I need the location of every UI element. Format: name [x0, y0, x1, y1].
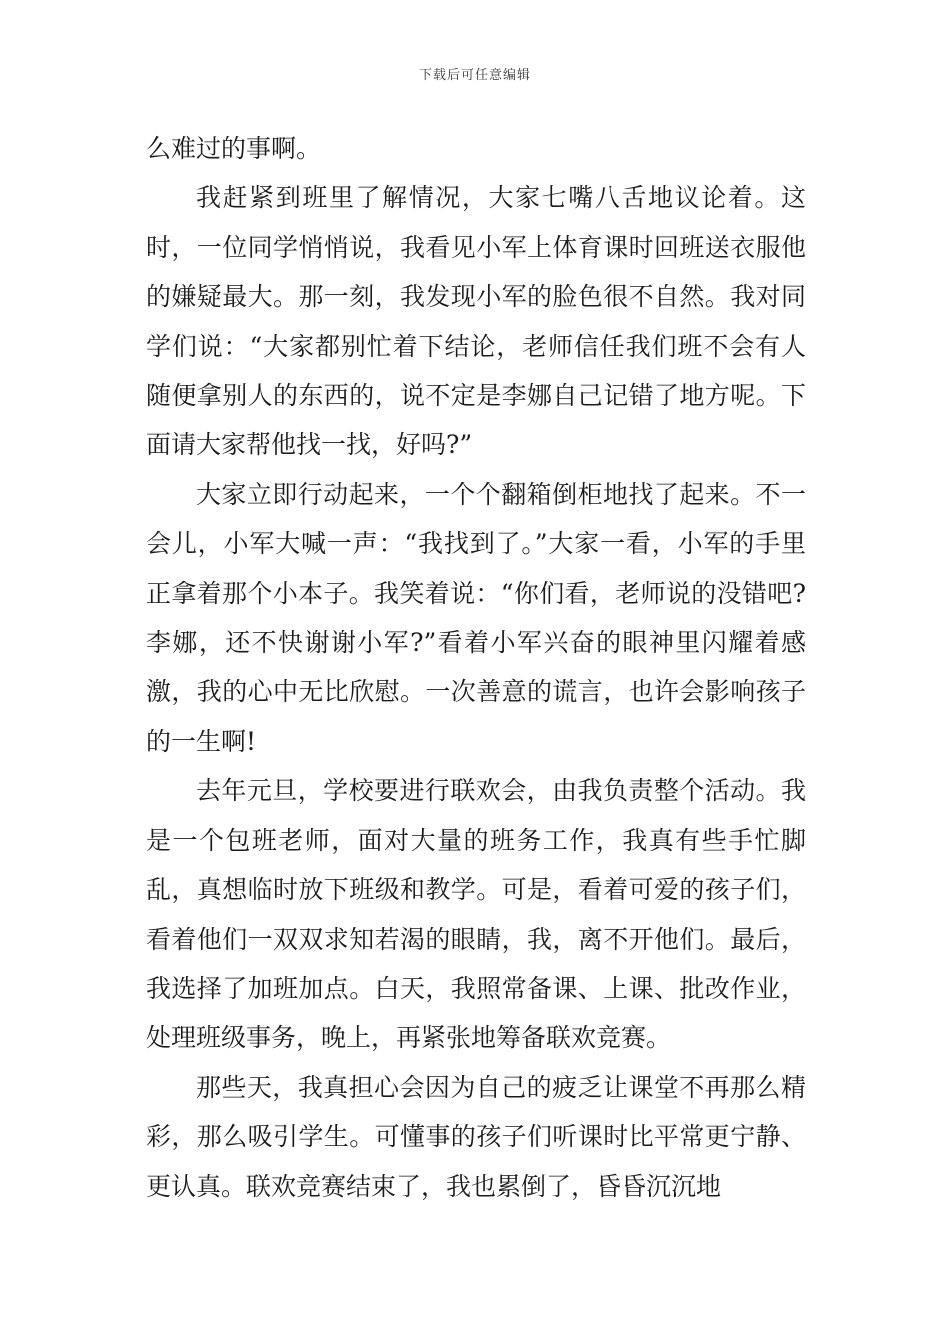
page-header: 下载后可任意编辑: [418, 68, 531, 83]
paragraph-fatigue: 那些天，我真担心会因为自己的疲乏让课堂不再那么精彩，那么吸引学生。可懂事的孩子们听课时比平常更宁静、更认真。联欢竞赛结束了，我也累倒了，昏昏沉沉地: [146, 1072, 806, 1201]
paragraph-continuation: 么难过的事啊。: [146, 134, 322, 163]
paragraph-new-year-party: 去年元旦，学校要进行联欢会，由我负责整个活动。我是一个包班老师，面对大量的班务工作，我真有些手忙脚乱，真想临时放下班级和教学。可是，看着可爱的孩子们，看着他们一双双求知若渴的眼睛，我，离不开他们。最后，我选择了加班加点。白天，我照常备课、上课、批改作业，处理班级事务，晚上，再紧张地筹备联欢竞赛。: [146, 776, 806, 1053]
document-body: [146, 124, 806, 1211]
paragraph-found-notebook: 大家立即行动起来，一个个翻箱倒柜地找了起来。不一会儿，小军大喊一声：“我找到了。”大家一看，小军的手里正拿着那个小本子。我笑着说：“你们看，老师说的没错吧?李娜，还不快谢谢小军?”看着小军兴奋的眼神里闪耀着感激，我的心中无比欣慰。一次善意的谎言，也许会影响孩子的一生啊!: [146, 479, 806, 756]
paragraph-investigation: 我赶紧到班里了解情况，大家七嘴八舌地议论着。这时，一位同学悄悄说，我看见小军上体育课时回班送衣服他的嫌疑最大。那一刻，我发现小军的脸色很不自然。我对同学们说：“大家都别忙着下结论，老师信任我们班不会有人随便拿别人的东西的，说不定是李娜自己记错了地方呢。下面请大家帮他找一找，好吗?”: [146, 183, 806, 460]
